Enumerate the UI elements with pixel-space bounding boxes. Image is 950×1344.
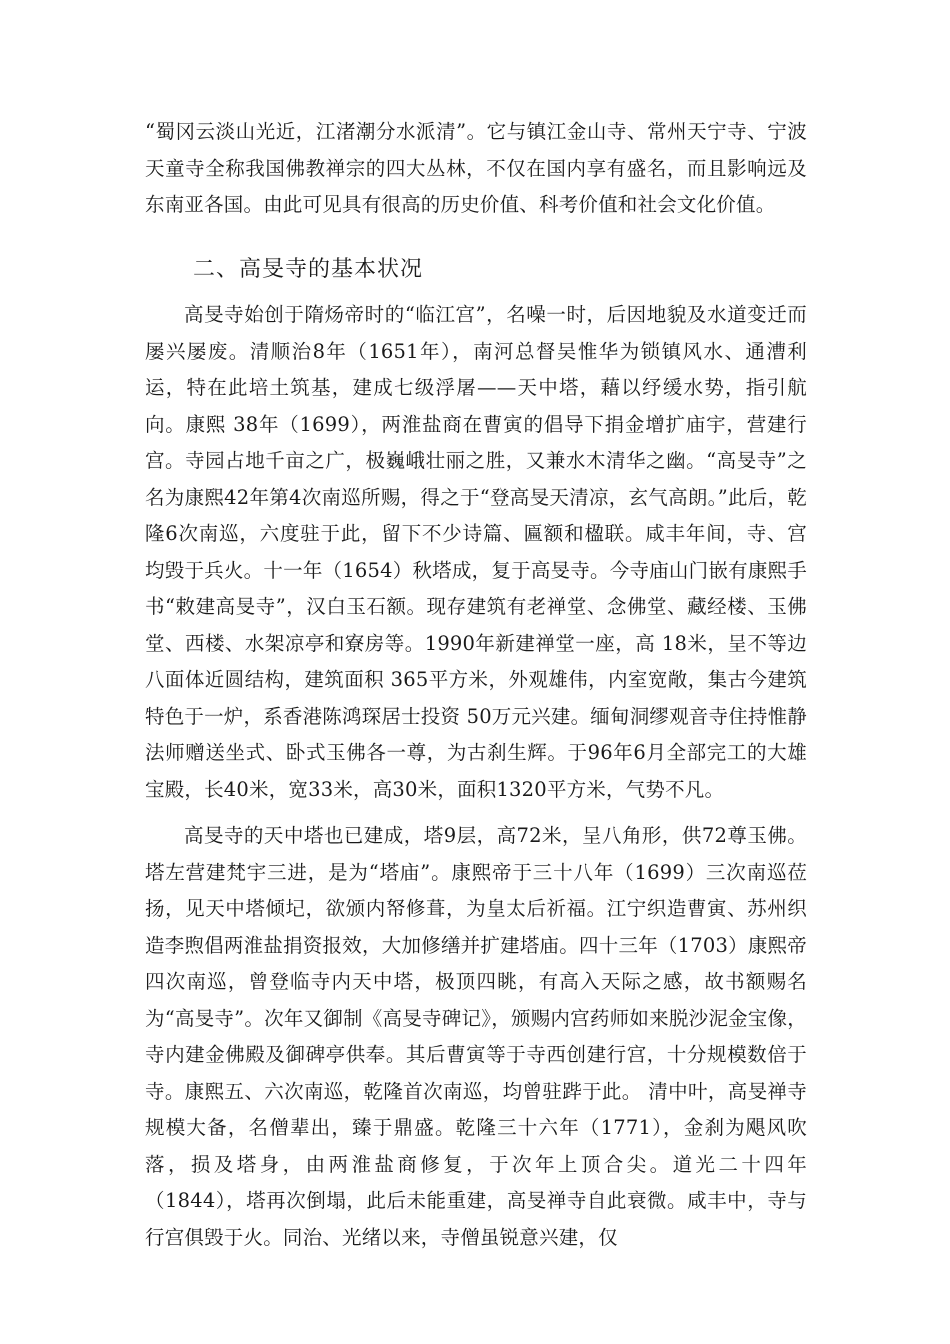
- intro-paragraph: “蜀冈云淡山光近，江渚潮分水派清”。它与镇江金山寺、常州天宁寺、宁波天童寺全称我国佛教禅宗的四大丛林，不仅在国内享有盛名，而且影响远及东南亚各国。由此可见具有很高的历史价值、科考价值和社会文化价值。: [145, 120, 807, 216]
- section-heading: 二、高旻寺的基本状况: [193, 257, 424, 282]
- body-paragraph-1: 高旻寺始创于隋炀帝时的“临江宫”，名噪一时，后因地貌及水道变迁而屡兴屡废。清顺治8年（1651年），南河总督吴惟华为锁镇风水、通漕利运，特在此培土筑基，建成七级浮屠——天中塔，藉以纾缓水势，指引航向。康熙 38年（1699），两淮盐商在曹寅的倡导下捐金增扩庙宇，营建行宫。寺园占地千亩之广，极巍峨壮丽之胜，又兼水木清华之幽。“高旻寺”之名为康熙42年第4次南巡所赐，得之于“登高旻天清凉，玄气高朗。”此后，乾隆6次南巡，六度驻于此，留下不少诗篇、匾额和楹联。咸丰年间，寺、宫均毁于兵火。十一年（1654）秋塔成，复于高旻寺。今寺庙山门嵌有康熙手书“敕建高旻寺”，汉白玉石额。现存建筑有老禅堂、念佛堂、藏经楼、玉佛堂、西楼、水架凉亭和寮房等。1990年新建禅堂一座，高 18米，呈不等边八面体近圆结构，建筑面积 365平方米，外观雄伟，内室宽敞，集古今建筑特色于一炉，系香港陈鸿琛居士投资 50万元兴建。缅甸洞缪观音寺住持惟静法师赠送坐式、卧式玉佛各一尊，为古刹生辉。于96年6月全部完工的大雄宝殿，长40米，宽33米，高30米，面积1320平方米，气势不凡。: [145, 303, 808, 801]
- body-paragraph-2: 高旻寺的天中塔也已建成，塔9层，高72米，呈八角形，供72尊玉佛。塔左营建梵宇三进，是为“塔庙”。康熙帝于三十八年（1699）三次南巡莅扬，见天中塔倾圮，欲颁内帑修葺，为皇太后祈福。江宁织造曹寅、苏州织造李煦倡两淮盐捐资报效，大加修缮并扩建塔庙。四十三年（1703）康熙帝四次南巡，曾登临寺内天中塔，极顶四眺，有高入天际之感，故书额赐名为“高旻寺”。次年又御制《高旻寺碑记》，颁赐内宫药师如来脱沙泥金宝像，寺内建金佛殿及御碑亭供奉。其后曹寅等于寺西创建行宫，十分规模数倍于寺。康熙五、六次南巡，乾隆首次南巡，均曾驻跸于此。 清中叶，高旻禅寺规模大备，名僧辈出，臻于鼎盛。乾隆三十六年（1771），金刹为飓风吹落，损及塔身，由两淮盐商修复，于次年上顶合尖。道光二十四年（1844），塔再次倒塌，此后未能重建，高旻禅寺自此衰微。咸丰中，寺与行宫俱毁于火。同治、光绪以来，寺僧虽锐意兴建，仅: [145, 824, 807, 1249]
